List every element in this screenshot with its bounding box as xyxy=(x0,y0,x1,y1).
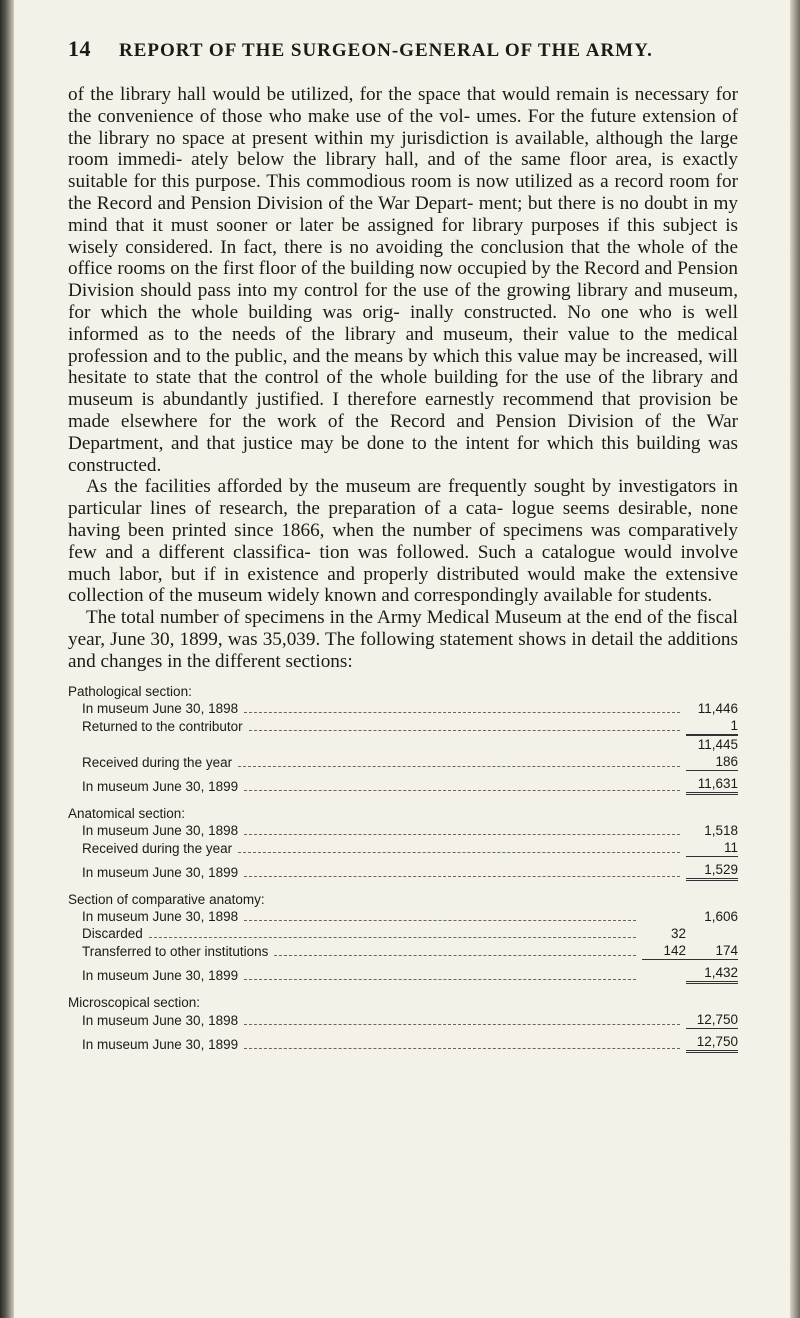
leader-dots xyxy=(249,730,680,731)
body-text xyxy=(68,84,738,673)
leader-dots xyxy=(244,790,680,791)
stat-value: 12,750 xyxy=(686,1011,738,1029)
stat-label: In museum June 30, 1898 xyxy=(82,822,239,838)
total-value: 12,750 xyxy=(686,1033,738,1053)
stat-label: Discarded xyxy=(82,925,143,941)
stat-label: Returned to the contributor xyxy=(82,718,243,734)
stat-row xyxy=(68,822,738,839)
stat-value: 186 xyxy=(686,753,738,771)
stat-label: In museum June 30, 1898 xyxy=(82,1012,239,1028)
page-number: 14 xyxy=(68,36,91,61)
leader-dots xyxy=(244,876,680,877)
total-value: 1,529 xyxy=(686,861,738,881)
stat-label: Received during the year xyxy=(82,840,233,856)
specimen-statement xyxy=(68,683,738,1053)
stat-label: In museum June 30, 1899 xyxy=(82,864,239,880)
stat-label: In museum June 30, 1898 xyxy=(82,700,239,716)
stat-label: In museum June 30, 1899 xyxy=(82,778,239,794)
leader-dots xyxy=(238,852,680,853)
running-title: REPORT OF THE SURGEON-GENERAL OF THE ARMY. xyxy=(119,40,653,61)
stat-label: In museum June 30, 1898 xyxy=(82,908,239,924)
stat-label: In museum June 30, 1899 xyxy=(82,967,239,983)
paragraph-catalogue: As the facilities afforded by the museum are frequently sought by investigators in particular lines of research, the preparation of a cata- logue seems desirable, none having been printed since 1866, when the number of specimens was comparatively few and a different classifica- tion was followed. Such a catalogue would involve much labor, but if in existence and properly distributed would make the extensive collection of the museum widely known and correspondingly available for students. xyxy=(68,476,738,607)
leader-dots xyxy=(244,979,636,980)
stat-row xyxy=(68,753,738,771)
stat-subvalue: 142 xyxy=(642,942,686,960)
stat-value: 174 xyxy=(686,942,738,960)
page-header xyxy=(68,36,738,62)
paragraph-library: of the library hall would be utilized, for the space that would remain is necessary for the convenience of those who make use of the vol- umes. For the future extension of the library no space at present within my jurisdiction is available, although the large room immedi- ately below the library hall, and of the same floor area, is exactly suitable for this purpose. This commodious room is now utilized as a record room for the Record and Pension Division of the War Depart- ment; but there is no doubt in my mind that it must sooner or later be assigned for library purposes if this subject is wisely considered. In fact, there is no avoiding the conclusion that the whole of the office rooms on the first floor of the building now occupied by the Record and Pension Division should pass into my control for the use of the growing library and museum, for which the whole building was orig- inally constructed. No one who is well informed as to the needs of the library and museum, their value to the medical profession and to the public, and the means by which this value may be increased, will hesitate to state that the control of the whole building for the use of the library and museum is abundantly justified. I therefore earnestly recommend that provision be made elsewhere for the work of the Record and Pension Division of the War Department, and that justice may be done to the intent for which this building was constructed. xyxy=(68,84,738,476)
stat-label: Transferred to other institutions xyxy=(82,943,269,959)
leader-dots xyxy=(244,920,636,921)
total-value: 11,631 xyxy=(686,775,738,795)
stat-value: 1 xyxy=(686,717,738,735)
stat-row xyxy=(68,942,738,960)
stat-row xyxy=(68,717,738,735)
total-row xyxy=(68,861,738,881)
leader-dots xyxy=(274,955,636,956)
section-heading: Microscopical section: xyxy=(68,994,201,1010)
total-value: 1,432 xyxy=(686,964,738,984)
stat-row xyxy=(68,908,738,925)
page-edge-shadow xyxy=(790,0,800,1318)
stat-value: 1,606 xyxy=(704,908,738,924)
section-anatomical xyxy=(68,805,738,881)
leader-dots xyxy=(244,1024,680,1025)
leader-dots xyxy=(238,766,680,767)
stat-row xyxy=(68,700,738,717)
section-heading: Pathological section: xyxy=(68,683,192,699)
leader-dots xyxy=(244,834,680,835)
book-binding-shadow xyxy=(0,0,14,1318)
leader-dots xyxy=(149,937,636,938)
section-microscopical xyxy=(68,994,738,1053)
stat-value: 11 xyxy=(686,839,738,857)
stat-value: 1,518 xyxy=(704,822,738,838)
stat-row xyxy=(68,925,738,942)
stat-value: 11,446 xyxy=(697,700,738,716)
total-row xyxy=(68,1033,738,1053)
leader-dots xyxy=(244,712,680,713)
section-comparative-anatomy xyxy=(68,891,738,984)
section-heading: Anatomical section: xyxy=(68,805,186,821)
stat-row xyxy=(68,1011,738,1029)
subtotal-value: 11,445 xyxy=(686,735,738,753)
document-page xyxy=(68,36,738,1053)
total-row xyxy=(68,775,738,795)
total-row xyxy=(68,964,738,984)
stat-label: In museum June 30, 1899 xyxy=(82,1036,239,1052)
paragraph-specimens: The total number of specimens in the Army Medical Museum at the end of the fiscal year, June 30, 1899, was 35,039. The following statement shows in detail the additions and changes in the different sections: xyxy=(68,607,738,672)
stat-label: Received during the year xyxy=(82,754,233,770)
subtotal-row xyxy=(68,735,738,753)
section-heading: Section of comparative anatomy: xyxy=(68,891,265,907)
stat-subvalue: 32 xyxy=(670,925,686,941)
stat-row xyxy=(68,839,738,857)
section-pathological xyxy=(68,683,738,795)
leader-dots xyxy=(244,1048,680,1049)
